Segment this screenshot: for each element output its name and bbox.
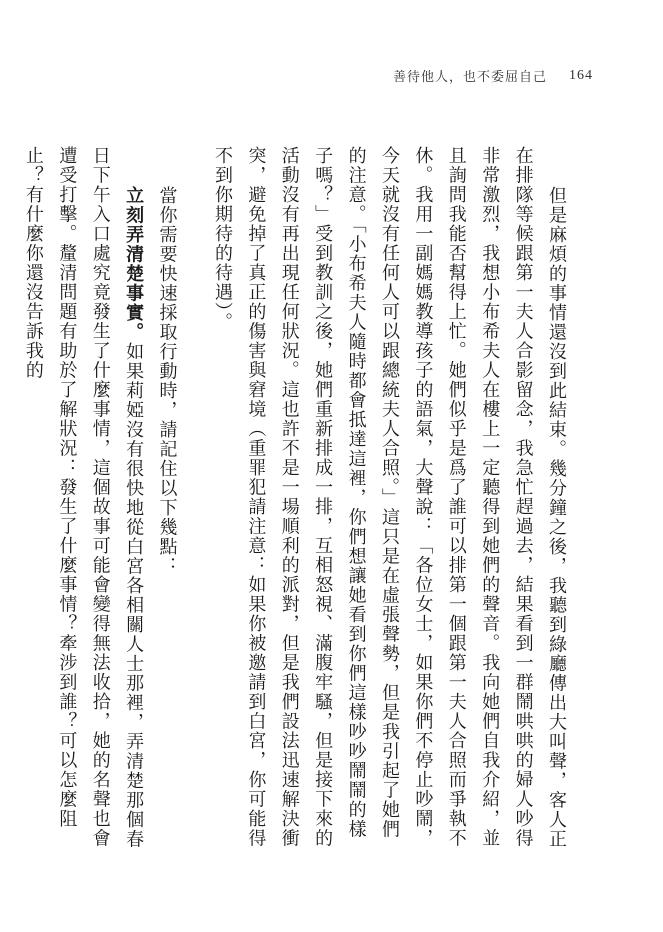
body-text (22, 146, 573, 851)
paragraph-1: 但是麻煩的事情還沒到此結束。幾分鐘之後，我聽到綠廳傳出大叫聲，客人正在排隊等候跟第一夫人合影留念，我急忙趕過去，結果看到一群鬧哄哄的婦人吵得非常激烈，我想小布希夫人在樓上一定聽得到她們的聲音。我向她們自我介紹，並且詢問我能否幫得上忙。她們似乎是爲了誰可以排第一個跟第一夫人合照而爭執不休。我用一副媽媽教導孩子的語氣，大聲說：「各位女士，如果你們不停止吵鬧，今天就沒有任何人可以跟總統夫人合照。」這只是在虛張聲勢，但是我引起了她們的注意。「小布希夫人隨時都會抵達這裡，你們想讓她看到你們這樣吵吵鬧鬧的樣子嗎？」受到教訓之後，她們重新排成一排，互相怒視、滿腹牢騷，但是接下來的活動沒有再出現任何狀況。這也許不是一場順利的派對，但是我們設法迅速解決衝突，避免掉了真正的傷害與窘境（重罪犯請注意：如果你被邀請到白宮，你可能得不到你期待的待遇）。 (211, 146, 567, 849)
paragraph-2: 當你需要快速採取行動時，請記住以下幾點： (156, 185, 178, 576)
paragraph-3-heading: 立刻弄清楚事實。 (123, 185, 145, 342)
running-header (393, 66, 593, 85)
page-number: 164 (569, 67, 593, 83)
paragraph-3-body: 如果莉婭沒有很快地從白宮各相關人士那裡，弄清楚那個春日下午入口處究竟發生了什麼事情，這個故事可能會變得無法收拾，她的名聲也會遭受打擊。釐清問題有助於了解狀況：發生了什麼事情？牽涉到誰？可以怎麼阻止？有什麼你還沒告訴我的 (22, 146, 145, 849)
running-title: 善待他人，也不委屈自己 (392, 70, 547, 85)
paragraph-3 (17, 146, 151, 851)
